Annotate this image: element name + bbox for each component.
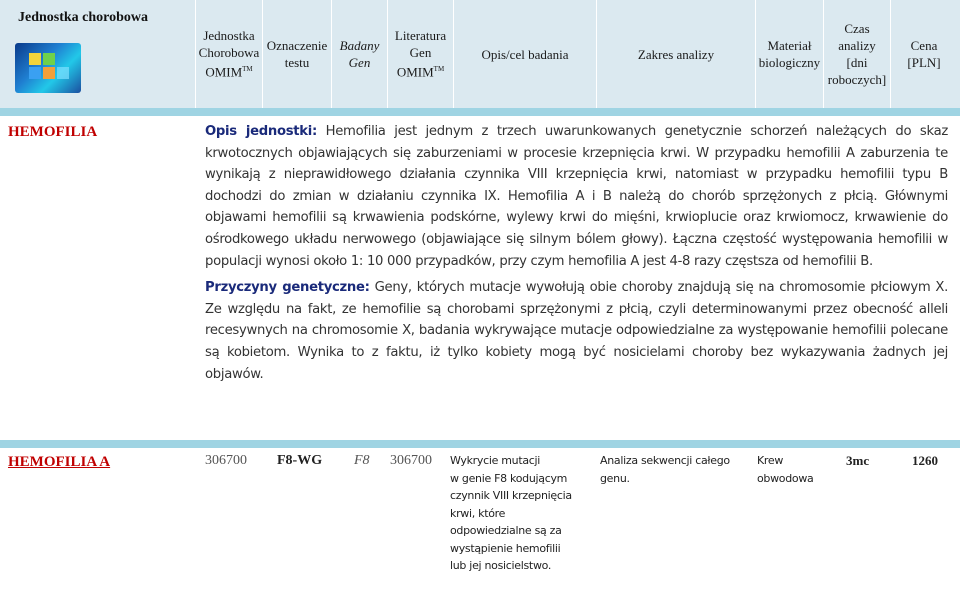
separator-bar bbox=[0, 108, 960, 116]
header-test-id: Oznaczenie testu bbox=[266, 38, 328, 70]
disease-section bbox=[0, 116, 960, 440]
header-time: Czas analizy [dni roboczych] bbox=[827, 21, 887, 87]
row-material: Krew obwodowa bbox=[757, 454, 814, 485]
row-test-code: F8-WG bbox=[277, 453, 323, 468]
row-literature-omim: 306700 bbox=[390, 453, 432, 468]
description-text: Hemofilia jest jednym z trzech uwarunkowanych genetycznie schorzeń należących do skaz krwotocznych objawiających się zaburzeniami w procesie krzepnięcia krwi. W przypadku hemofilii A zaburzenia te wynikają z nieprawidłowego działania czynnika VIII krzepnięcia krwi, natomiast w przypadku hemofilii typu B dochodzi do zmian w działaniu czynnika IX. Hemofilia A i B należą do chorób sprzężonych z płcią. Głównymi objawami hemofilii są krwawienia podskórne, wylewy krwi do mięśni, krwioplucie oraz krwiomocz, krwawienie do ośrodkowego układu nerwowego (objawiające się silnym bólem głowy). Łączna częstość występowania hemofilii w populacji wynosi około 1: 10 000 przypadków, przy czym hemofilia A jest 4-8 razy częstsza od hemofilii B. bbox=[205, 124, 948, 269]
table-header bbox=[0, 0, 960, 108]
header-purpose: Opis/cel badania bbox=[481, 46, 569, 62]
row-gene: F8 bbox=[354, 453, 370, 468]
dna-logo-icon bbox=[15, 43, 81, 93]
row-purpose: Wykrycie mutacji w genie F8 kodującym czynnik VIII krzepnięcia krwi, które odpowiedzialne są za wystąpienie hemofilii lub jej nosicielstwo. bbox=[450, 454, 572, 572]
disease-label: HEMOFILIA bbox=[8, 124, 98, 140]
disease-description bbox=[205, 121, 948, 390]
causes-text: Geny, których mutacje wywołują obie choroby znajdują się na chromosomie płciowym X. Ze względu na fakt, ze hemofilie są chorobami sprzężonymi z płcią, czyli determinowanymi przez obecność alleli recesywnych na chromosomie X, badania wykrywające mutacje odpowiedzialne za występowanie hemofilii polecane są kobietom. Wynika to z faktu, iż tylko kobiety mogą być nosicielami choroby bez wykazywania żadnych jej objawów. bbox=[205, 280, 948, 382]
row-price: 1260 bbox=[912, 453, 938, 468]
header-scope: Zakres analizy bbox=[637, 46, 715, 62]
causes-label: Przyczyny genetyczne: bbox=[205, 280, 370, 296]
header-title: Jednostka chorobowa bbox=[18, 10, 149, 25]
header-omim-unit: Jednostka Chorobowa OMIM™ bbox=[198, 28, 260, 80]
row-scope: Analiza sekwencji całego genu. bbox=[600, 454, 730, 485]
header-material: Materiał biologiczny bbox=[758, 38, 821, 70]
header-gene: Badany Gen bbox=[339, 38, 380, 70]
table-row bbox=[0, 448, 960, 609]
header-literature-gene: Literatura Gen OMIM™ bbox=[394, 28, 447, 80]
description-label: Opis jednostki: bbox=[205, 124, 317, 139]
row-label: HEMOFILIA A bbox=[8, 454, 111, 470]
header-price: Cena [PLN] bbox=[907, 38, 941, 70]
row-time: 3mc bbox=[846, 453, 870, 468]
separator-bar bbox=[0, 440, 960, 448]
row-omim: 306700 bbox=[205, 453, 247, 468]
